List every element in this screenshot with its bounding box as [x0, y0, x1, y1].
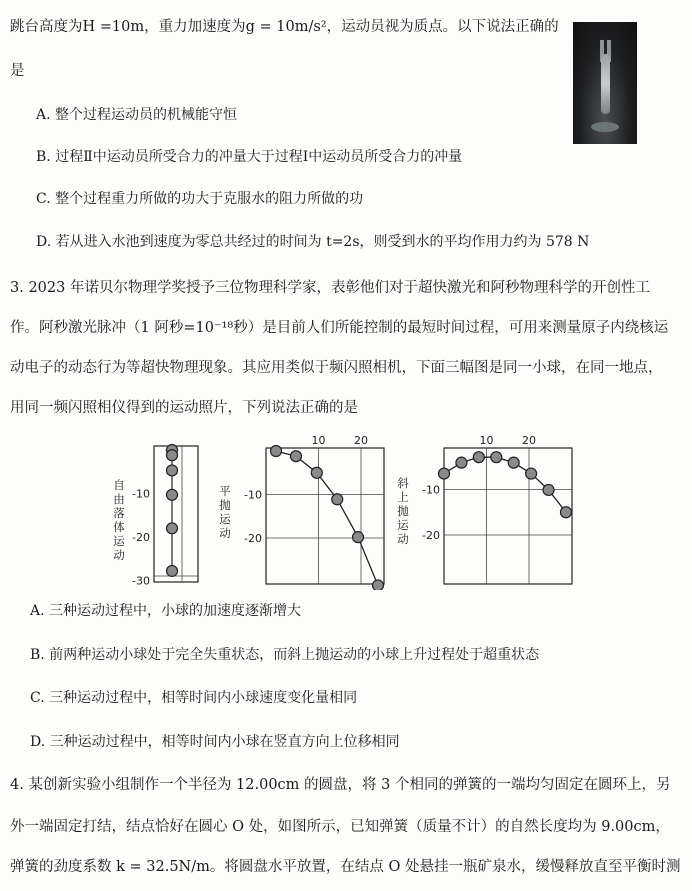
q3-option-d: D. 三种运动过程中，相等时间内小球在竖直方向上位移相同	[30, 734, 400, 750]
q2-option-a: A. 整个过程运动员的机械能守恒	[36, 107, 238, 123]
q2-option-b: B. 过程Ⅱ中运动员所受合力的冲量大于过程Ⅰ中运动员所受合力的冲量	[36, 149, 463, 165]
y-tick-label: -30	[132, 574, 150, 588]
y-tick-label: -20	[132, 531, 150, 544]
oblique-projectile-chart	[404, 434, 584, 590]
ball-marker	[543, 484, 554, 495]
chart-2-label: 平抛运动	[219, 484, 231, 540]
y-tick-label: -10	[244, 488, 262, 502]
q4-stem-line-2: 外一端固定打结，结点恰好在圆心 O 处，如图所示，已知弹簧（质量不计）的自然长度均为 9.00cm，	[10, 819, 670, 835]
q2-stem-line-2: 是	[10, 63, 25, 79]
ball-marker	[473, 452, 484, 463]
q2-stem-line-1: 跳台高度为H =10m，重力加速度为g = 10m/s²，运动员视为质点。以下说法正确的	[10, 19, 559, 35]
q2-option-d: D. 若从进入水池到速度为零总共经过的时间为 t=2s，则受到水的平均作用力约为 578 N	[36, 234, 590, 250]
q3-stem-line-4: 用同一频闪照相仪得到的运动照片，下列说法正确的是	[10, 400, 358, 416]
ball-marker	[167, 450, 178, 461]
q3-option-b: B. 前两种运动小球处于完全失重状态，而斜上抛运动的小球上升过程处于超重状态	[30, 647, 540, 663]
ball-marker	[311, 467, 322, 478]
ball-marker	[373, 580, 384, 590]
ball-marker	[271, 446, 282, 457]
ball-marker	[560, 507, 571, 518]
x-tick-label: 20	[354, 434, 368, 447]
y-tick-label: -10	[422, 483, 440, 497]
ball-marker	[508, 457, 519, 468]
chart-1-label: 自由落体运动	[113, 478, 125, 562]
ball-marker	[332, 494, 343, 505]
ball-marker	[439, 468, 450, 479]
ball-marker	[491, 452, 502, 463]
q3-option-c: C. 三种运动过程中，相等时间内小球速度变化量相同	[30, 690, 358, 706]
x-tick-label: 20	[522, 434, 536, 447]
ball-marker	[167, 465, 178, 476]
q4-stem-line-3: 弹簧的劲度系数 k = 32.5N/m。将圆盘水平放置，在结点 O 处悬挂一瓶矿泉水，缓慢释放直至平衡时测	[10, 859, 681, 875]
y-tick-label: -20	[422, 529, 440, 542]
q2-option-c: C. 整个过程重力所做的功大于克服水的阻力所做的功	[36, 191, 364, 207]
ball-marker	[526, 468, 537, 479]
chart-3-label: 斜上抛运动	[397, 476, 409, 546]
ball-marker	[456, 457, 467, 468]
ball-marker	[167, 523, 178, 534]
ball-marker	[167, 565, 178, 576]
horizontal-projectile-chart	[226, 434, 396, 590]
q3-stem-line-1: 3. 2023 年诺贝尔物理学奖授予三位物理科学家，表彰他们对于超快激光和阿秒物理科学的开创性工	[10, 280, 650, 296]
y-tick-label: -10	[132, 487, 150, 501]
q3-option-a: A. 三种运动过程中，小球的加速度逐渐增大	[30, 603, 302, 619]
trajectory-line	[276, 451, 378, 585]
ball-marker	[290, 451, 301, 462]
q4-stem-line-1: 4. 某创新实验小组制作一个半径为 12.00cm 的圆盘，将 3 个相同的弹簧的一端均匀固定在圆环上，另	[10, 777, 671, 793]
x-tick-label: 10	[479, 434, 494, 447]
q3-stem-line-3: 动电子的动态行为等超快物理现象。其应用类似于频闪照相机，下面三幅图是同一小球，在同一地点，	[10, 360, 663, 376]
x-tick-label: 10	[311, 434, 326, 447]
y-tick-label: -20	[244, 532, 262, 545]
free-fall-chart	[120, 440, 200, 590]
ball-marker	[167, 489, 178, 500]
q3-stem-line-2: 作。阿秒激光脉冲（1 阿秒=10⁻¹⁸秒）是目前人们所能控制的最短时间过程，可用来测量原子内绕核运	[10, 320, 669, 336]
ball-marker	[353, 532, 364, 543]
diver-photo	[573, 22, 637, 144]
chart-frame	[266, 448, 384, 584]
